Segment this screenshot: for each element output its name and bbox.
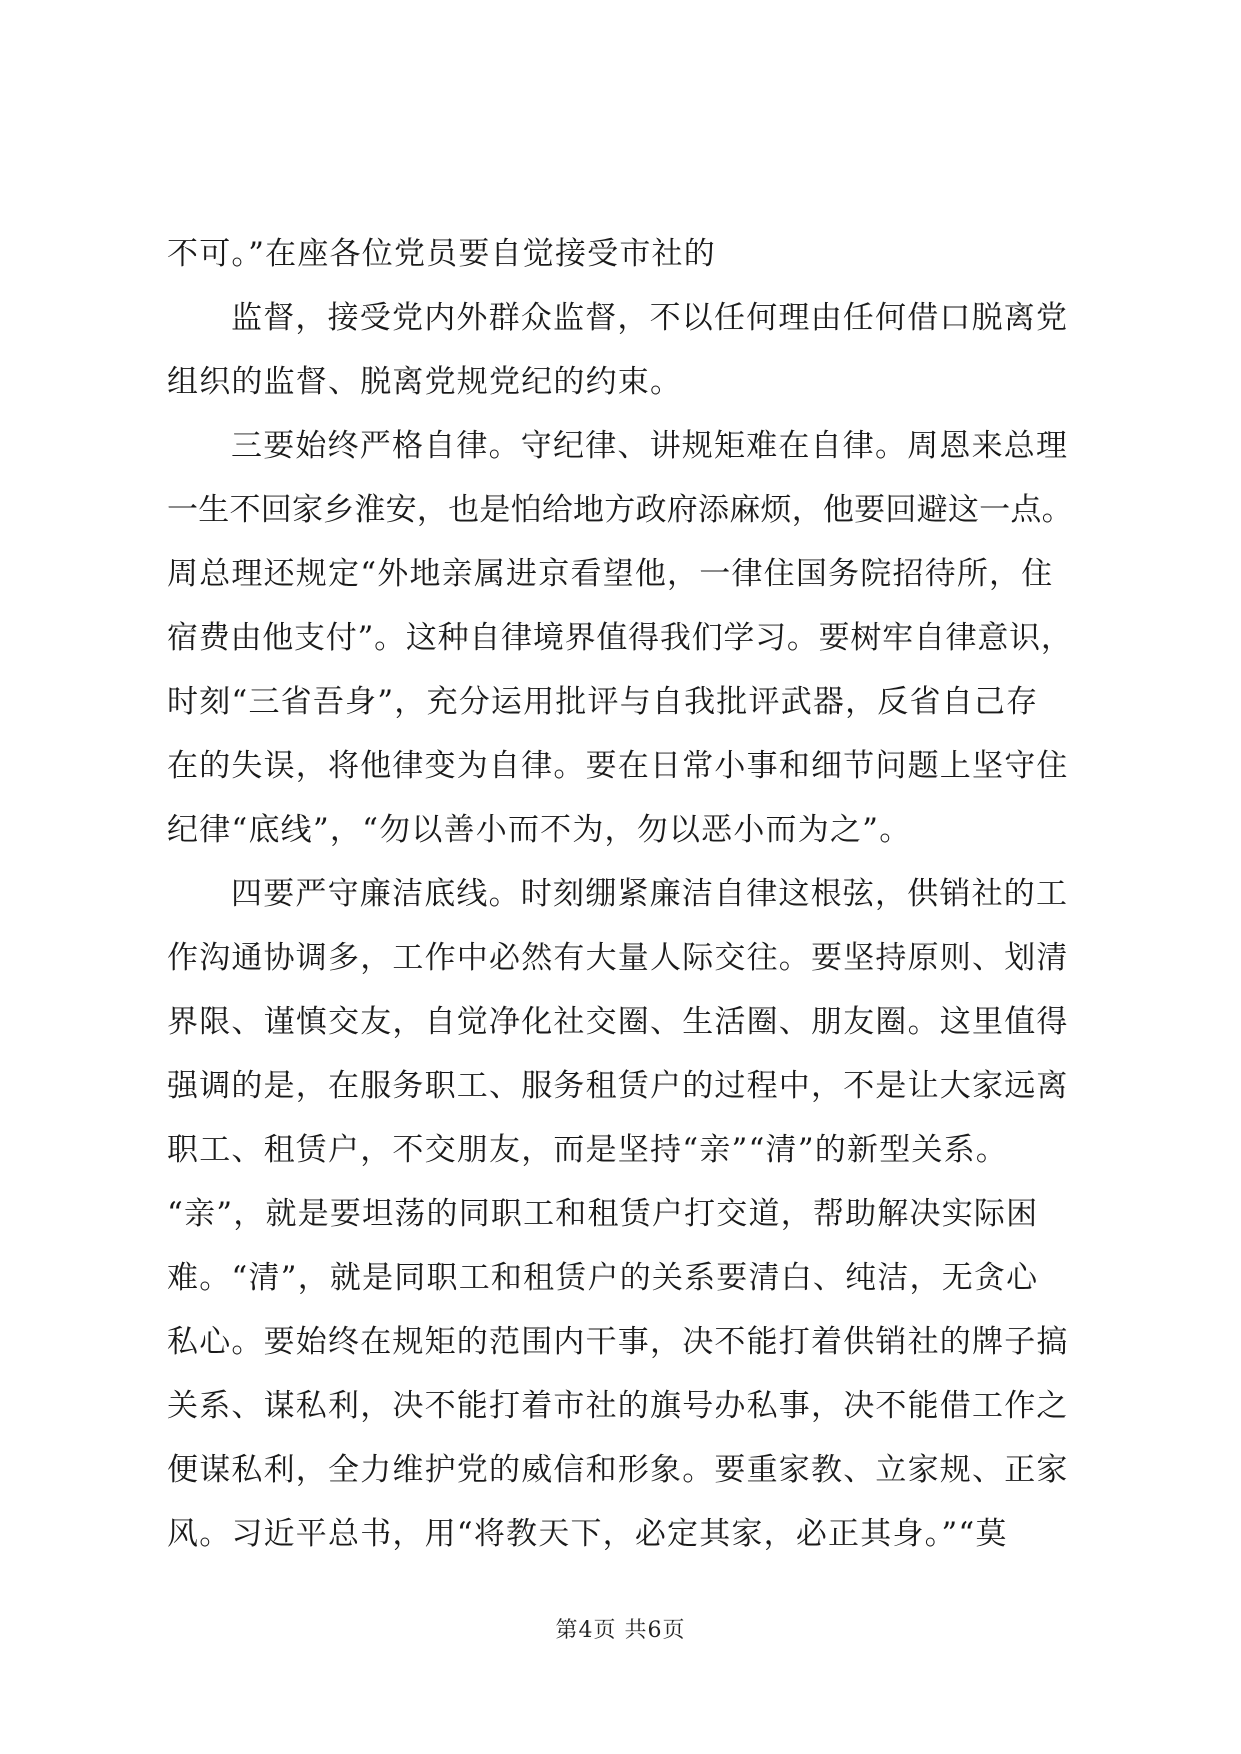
- text-line: 组织的监督、脱离党规党纪的约束。: [167, 364, 683, 400]
- body-text: [167, 222, 1073, 1566]
- text-line: 纪律“底线”，“勿以善小而不为，勿以恶小而为之”。: [167, 812, 912, 848]
- text-line: 在的失误，将他律变为自律。要在日常小事和细节问题上坚守住: [167, 748, 1069, 784]
- text-line: 风。习近平总书，用“将教天下，必定其家，必正其身。”“莫: [167, 1516, 1008, 1552]
- text-line: 界限、谨慎交友，自觉净化社交圈、生活圈、朋友圈。这里值得: [167, 1004, 1069, 1040]
- text-line: 四要严守廉洁底线。时刻绷紧廉洁自律这根弦，供销社的工: [231, 876, 1069, 912]
- text-line: 监督，接受党内外群众监督，不以任何理由任何借口脱离党: [231, 300, 1069, 336]
- text-line: “亲”，就是要坦荡的同职工和租赁户打交道，帮助解决实际困: [167, 1196, 1039, 1232]
- text-line: 时刻“三省吾身”，充分运用批评与自我批评武器，反省自己存: [167, 684, 1039, 720]
- text-line: 一生不回家乡淮安，也是怕给地方政府添麻烦，他要回避这一点。: [167, 492, 1073, 528]
- text-line: 强调的是，在服务职工、服务租赁户的过程中，不是让大家远离: [167, 1068, 1069, 1104]
- text-line: 周总理还规定“外地亲属进京看望他，一律住国务院招待所，住: [167, 556, 1054, 592]
- text-line: 三要始终严格自律。守纪律、讲规矩难在自律。周恩来总理: [231, 428, 1069, 464]
- text-line: 职工、租赁户，不交朋友，而是坚持“亲”“清”的新型关系。: [167, 1132, 1008, 1168]
- text-line: 便谋私利，全力维护党的威信和形象。要重家教、立家规、正家: [167, 1452, 1069, 1488]
- text-line: 作沟通协调多，工作中必然有大量人际交往。要坚持原则、划清: [167, 940, 1069, 976]
- text-line: 关系、谋私利，决不能打着市社的旗号办私事，决不能借工作之: [167, 1388, 1069, 1424]
- text-line: 不可。”在座各位党员要自觉接受市社的: [167, 236, 716, 272]
- page-footer: 第4页 共6页: [555, 1618, 686, 1643]
- text-line: 难。“清”，就是同职工和租赁户的关系要清白、纯洁，无贪心: [167, 1260, 1039, 1296]
- text-line: 宿费由他支付”。这种自律境界值得我们学习。要树牢自律意识，: [167, 620, 1073, 656]
- text-line: 私心。要始终在规矩的范围内干事，决不能打着供销社的牌子搞: [167, 1324, 1069, 1360]
